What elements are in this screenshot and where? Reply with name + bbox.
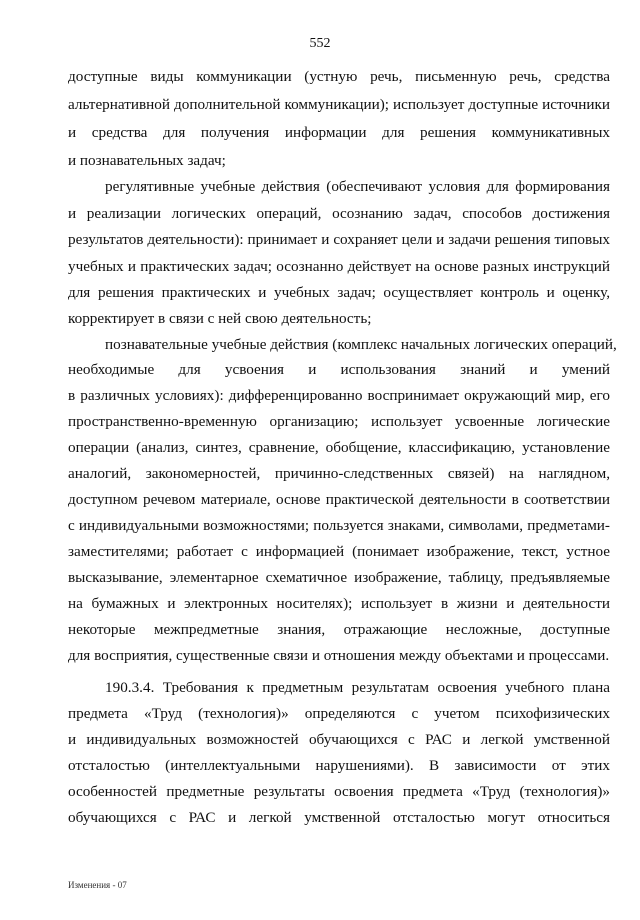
text-line: особенностей предметные результаты освоения предмета «Труд (технология)» bbox=[68, 783, 610, 800]
text-line: с индивидуальными возможностями; пользуется знаками, символами, предметами- bbox=[68, 517, 610, 534]
text-line: отсталостью (интеллектуальными нарушениями). В зависимости от этих bbox=[68, 757, 610, 774]
text-line: заместителями; работает с информацией (понимает изображение, текст, устное bbox=[68, 543, 610, 560]
text-line: аналогий, закономерностей, причинно-следственных связей) на наглядном, bbox=[68, 465, 610, 482]
text-line: предмета «Труд (технология)» определяются с учетом психофизических bbox=[68, 705, 610, 722]
text-line: корректирует в связи с ней свою деятельность; bbox=[68, 310, 372, 327]
page-footer: Изменения - 07 bbox=[68, 880, 127, 890]
text-line: и познавательных задач; bbox=[68, 152, 226, 169]
text-line: доступные виды коммуникации (устную речь, письменную речь, средства bbox=[68, 68, 610, 85]
text-line: высказывание, элементарное схематичное изображение, таблицу, предъявляемые bbox=[68, 569, 610, 586]
text-line: результатов деятельности): принимает и сохраняет цели и задачи решения типовых bbox=[68, 231, 610, 248]
text-line: на бумажных и электронных носителях); использует в жизни и деятельности bbox=[68, 595, 610, 612]
text-line: доступном речевом материале, основе практической деятельности в соответствии bbox=[68, 491, 610, 508]
text-line: 190.3.4. Требования к предметным результатам освоения учебного плана bbox=[105, 679, 610, 696]
text-line: альтернативной дополнительной коммуникации); использует доступные источники bbox=[68, 96, 610, 113]
text-line: и средства для получения информации для решения коммуникативных bbox=[68, 124, 610, 141]
text-line: познавательные учебные действия (комплекс начальных логических операций, bbox=[105, 336, 617, 353]
text-line: пространственно-временную организацию; использует усвоенные логические bbox=[68, 413, 610, 430]
text-line: для восприятия, существенные связи и отношения между объектами и процессами. bbox=[68, 647, 610, 664]
text-line: и индивидуальных возможностей обучающихся с РАС и легкой умственной bbox=[68, 731, 610, 748]
text-line: регулятивные учебные действия (обеспечивают условия для формирования bbox=[105, 178, 610, 195]
text-line: операции (анализ, синтез, сравнение, обобщение, классификацию, установление bbox=[68, 439, 610, 456]
text-line: учебных и практических задач; осознанно действует на основе разных инструкций bbox=[68, 258, 610, 275]
text-line: некоторые межпредметные знания, отражающие несложные, доступные bbox=[68, 621, 610, 638]
page-number: 552 bbox=[309, 36, 331, 51]
text-line: необходимые для усвоения и использования знаний и умений bbox=[68, 361, 610, 378]
text-line: обучающихся с РАС и легкой умственной отсталостью могут относиться bbox=[68, 809, 610, 826]
text-line: для решения практических и учебных задач; осуществляет контроль и оценку, bbox=[68, 284, 610, 301]
text-line: в различных условиях): дифференцированно воспринимает окружающий мир, его bbox=[68, 387, 610, 404]
text-line: и реализации логических операций, осознанию задач, способов достижения bbox=[68, 205, 610, 222]
